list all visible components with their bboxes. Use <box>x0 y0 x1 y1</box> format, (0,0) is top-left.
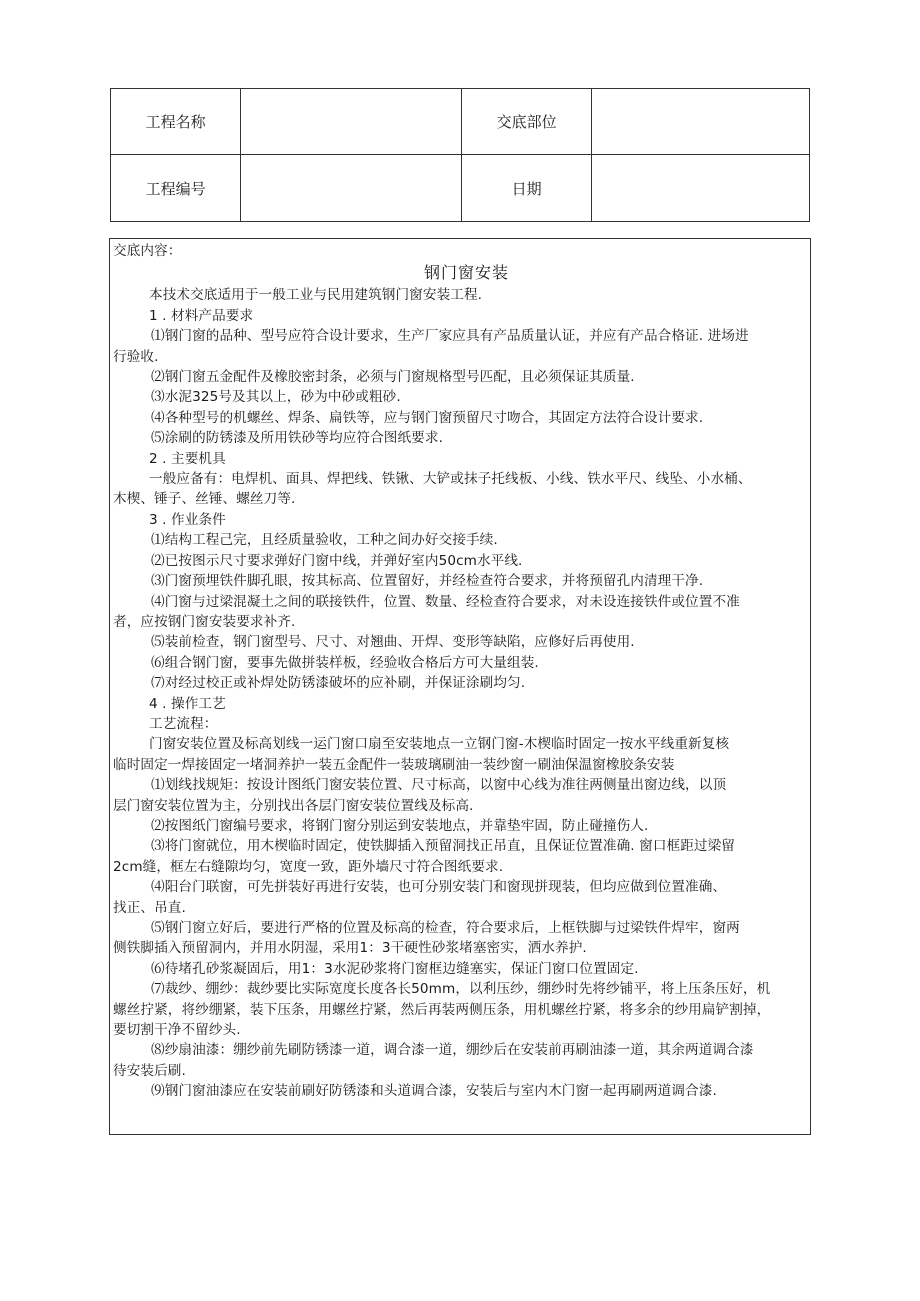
content-line: 2cm缝，框左右缝隙均匀，宽度一致，距外墙尺寸符合图纸要求. <box>113 858 504 875</box>
content-line: ⑹组合钢门窗，要事先做拼装样板，经验收合格后方可大量组装. <box>151 654 539 671</box>
content-line: ⑵钢门窗五金配件及橡胶密封条，必须与门窗规格型号匹配，且必须保证其质量. <box>151 369 635 386</box>
content-line: ⑹待堵孔砂浆凝固后，用1：3水泥砂浆将门窗框边缝塞实，保证门窗口位置固定. <box>151 960 639 977</box>
header-row-1 <box>111 89 810 155</box>
content-line: ⑴划线找规矩：按设计图纸门窗安装位置、尺寸标高，以窗中心线为准往两侧量出窗边线，以顶 <box>151 777 727 794</box>
content-line: 门窗安装位置及标高划线一运门窗口扇至安装地点一立钢门窗-木楔临时固定一按水平线重新复核 <box>149 736 730 753</box>
content-line: ⑸涂刷的防锈漆及所用铁砂等均应符合图纸要求. <box>151 430 443 447</box>
header-table <box>110 88 810 222</box>
content-line: ⑶门窗预埋铁件脚孔眼，按其标高、位置留好，并经检查符合要求，并将预留孔内清理干净. <box>151 573 704 590</box>
content-line: ⑷各种型号的机螺丝、焊条、扁铁等，应与钢门窗预留尺寸吻合，其固定方法符合设计要求. <box>151 409 704 426</box>
date-label: 日期 <box>461 155 591 222</box>
content-line: ⑷门窗与过梁混凝土之间的联接铁件，位置、数量、经检查符合要求，对未设连接铁件或位置不准 <box>151 593 740 610</box>
content-line: 木楔、锤子、丝锤、螺丝刀等. <box>113 491 296 508</box>
header-row-2 <box>111 155 810 222</box>
content-line: ⑷阳台门联窗，可先拼装好再进行安装，也可分别安装门和窗现拼现装，但均应做到位置准确、 <box>151 879 727 896</box>
content-line: 1 . 材料产品要求 <box>149 307 254 324</box>
content-line: 一般应备有：电焊机、面具、焊把线、铁锹、大铲或抹子托线板、小线、铁水平尺、线坠、小水桶、 <box>149 471 752 488</box>
content-line: ⑺裁纱、绷纱：裁纱要比实际宽度长度各长50mm，以利压纱，绷纱时先将纱铺平，将上压条压好，机 <box>151 981 771 998</box>
handover-part-value <box>592 89 810 155</box>
content-line: 4 . 操作工艺 <box>149 695 226 712</box>
content-lines <box>113 285 810 1101</box>
content-line: 本技术交底适用于一般工业与民用建筑钢门窗安装工程. <box>149 287 483 304</box>
date-value <box>592 155 810 222</box>
content-line: ⑼钢门窗油漆应在安装前刷好防锈漆和头道调合漆，安装后与室内木门窗一起再刷两道调合漆. <box>151 1083 717 1100</box>
content-line: 待安装后刷. <box>113 1062 186 1079</box>
content-line: ⑶水泥325号及其以上，砂为中砂或粗砂. <box>151 389 401 406</box>
content-line: 2 . 主要机具 <box>149 450 226 467</box>
content-line: 要切割干净不留纱头. <box>113 1022 241 1039</box>
project-number-value <box>241 155 462 222</box>
content-line: 螺丝拧紧，将纱绷紧，装下压条，用螺丝拧紧，然后再装两侧压条，用机螺丝拧紧，将多余的纱用扁铲割掉， <box>113 1001 771 1018</box>
content-line: 层门窗安装位置为主，分别找出各层门窗安装位置线及标高. <box>113 797 474 814</box>
content-line: ⑵按图纸门窗编号要求，将钢门窗分别运到安装地点，并靠垫牢固，防止碰撞伤人. <box>151 817 649 834</box>
content-line: ⑵已按图示尺寸要求弹好门窗中线，并弹好室内50cm水平线. <box>151 552 523 569</box>
content-line: ⑸装前检查，钢门窗型号、尺寸、对翘曲、开焊、变形等缺陷，应修好后再使用. <box>151 634 635 651</box>
content-line: ⑺对经过校正或补焊处防锈漆破坏的应补刷，并保证涂刷均匀. <box>151 675 526 692</box>
project-number-label: 工程编号 <box>111 155 241 222</box>
content-line: 找正、吊直. <box>113 899 186 916</box>
content-line: ⑶将门窗就位，用木楔临时固定，使铁脚插入预留洞找正吊直，且保证位置准确. 窗口框距过梁留 <box>151 838 735 855</box>
content-line: 3 . 作业条件 <box>149 511 226 528</box>
content-line: ⑻纱扇油漆：绷纱前先刷防锈漆一道，调合漆一道，绷纱后在安装前再刷油漆一道，其余两道调合漆 <box>151 1042 754 1059</box>
project-name-value <box>241 89 462 155</box>
content-line: 行验收. <box>113 348 159 365</box>
content-line: 者，应按钢门窗安装要求补齐. <box>113 613 296 630</box>
handover-content-box <box>109 238 811 1135</box>
content-line: ⑴钢门窗的品种、型号应符合设计要求，生产厂家应具有产品质量认证，并应有产品合格证. 进场进 <box>151 328 749 345</box>
content-line: 工艺流程： <box>149 715 218 732</box>
content-line: ⑸钢门窗立好后，要进行严格的位置及标高的检查，符合要求后，上框铁脚与过梁铁件焊牢，窗两 <box>151 920 740 936</box>
handover-part-label: 交底部位 <box>461 89 591 155</box>
content-label: 交底内容： <box>113 243 182 259</box>
content-line: ⑴结构工程己完，且经质量验收，工种之间办好交接手续. <box>151 532 498 549</box>
project-name-label: 工程名称 <box>111 89 241 155</box>
content-line: 临时固定一焊接固定一堵洞养护一装五金配件一装玻璃刷油一装纱窗一刷油保温窗橡胶条安装 <box>113 756 675 773</box>
document-title: 钢门窗安装 <box>423 263 509 283</box>
content-line: 侧铁脚插入预留洞内，并用水阴湿，采用1：3干硬性砂浆堵塞密实，洒水养护. <box>113 940 587 957</box>
